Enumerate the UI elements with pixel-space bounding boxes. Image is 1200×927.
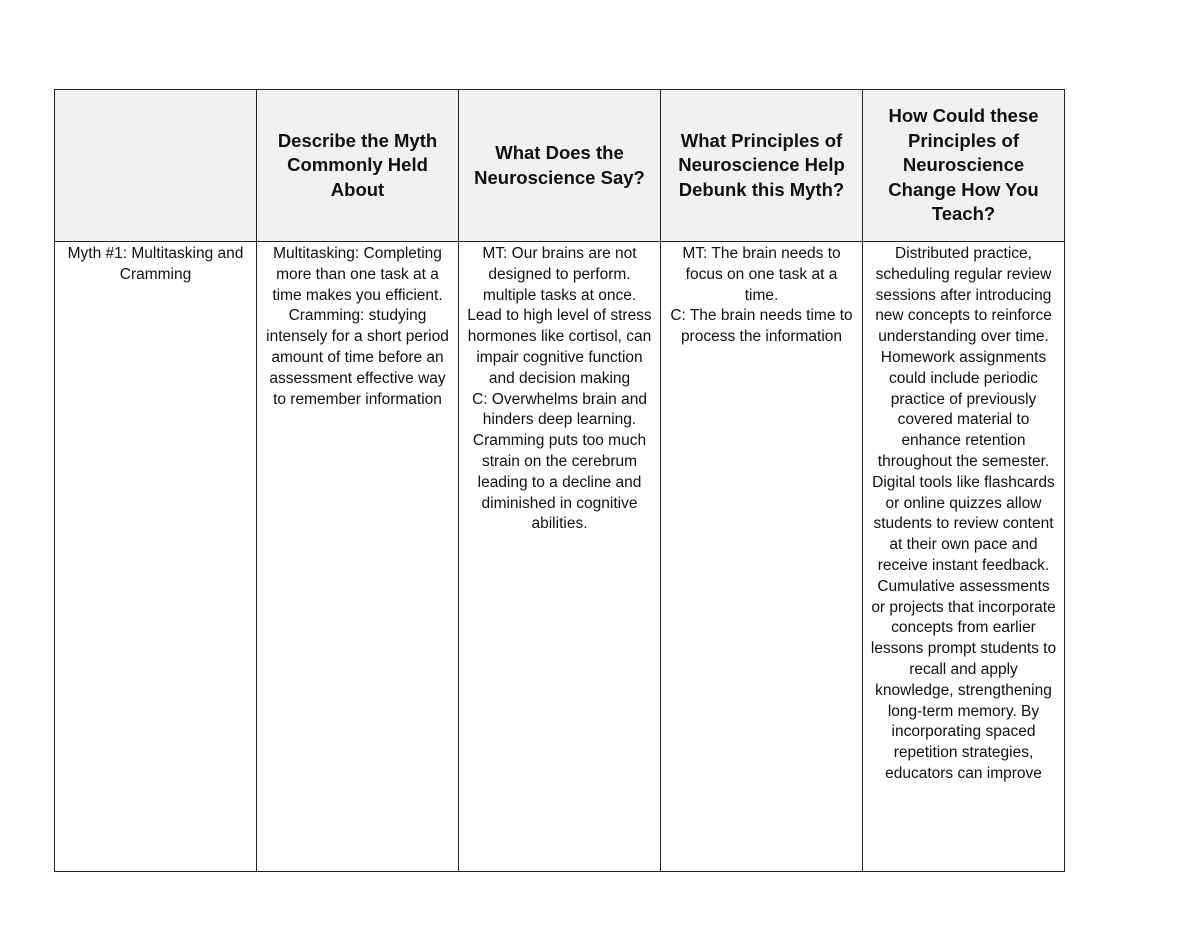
myth-table [54,89,1065,872]
neuroscience-says-text: MT: Our brains are not designed to perform. multiple tasks at once. Lead to high level of stress hormones like cortisol, can impair cognitive function and decision making C: Overwhelms brain and hinders deep learning. Cramming puts too much strain on the cerebrum leading to a decline and diminished in cognitive abilities. [467,245,652,533]
header-cell-neuroscience-says: What Does the Neuroscience Say? [459,90,661,242]
header-row [55,90,1065,242]
header-cell-principles-debunk: What Principles of Neuroscience Help Debunk this Myth? [661,90,863,242]
header-cell-describe-myth: Describe the Myth Commonly Held About [257,90,459,242]
header-cell-change-teaching: How Could these Principles of Neuroscience Change How You Teach? [863,90,1065,242]
principles-debunk-cell [661,242,863,872]
change-teaching-cell [863,242,1065,872]
change-teaching-text: Distributed practice, scheduling regular review sessions after introducing new concepts to reinforce understanding over time. Homework assignments could include periodic practice of previously covered material to enhance retention throughout the semester. Digital tools like flashcards or online quizzes allow students to review content at their own pace and receive instant feedback. Cumulative assessments or projects that incorporate concepts from earlier lessons prompt students to recall and apply knowledge, strengthening long-term memory. By incorporating spaced repetition strategies, educators can improve [870,245,1057,782]
myth-label-text: Myth #1: Multitasking and Cramming [67,245,244,283]
myth-description-cell [257,242,459,872]
principles-debunk-text: MT: The brain needs to focus on one task at a time. C: The brain needs time to process the information [670,245,853,346]
header-cell-blank [55,90,257,242]
table-row [55,242,1065,872]
myth-label-cell [55,242,257,872]
myth-description-text: Multitasking: Completing more than one task at a time makes you efficient. Cramming: studying intensely for a short period amount of time before an assessment effective way to remember information [266,245,449,408]
neuroscience-says-cell [459,242,661,872]
